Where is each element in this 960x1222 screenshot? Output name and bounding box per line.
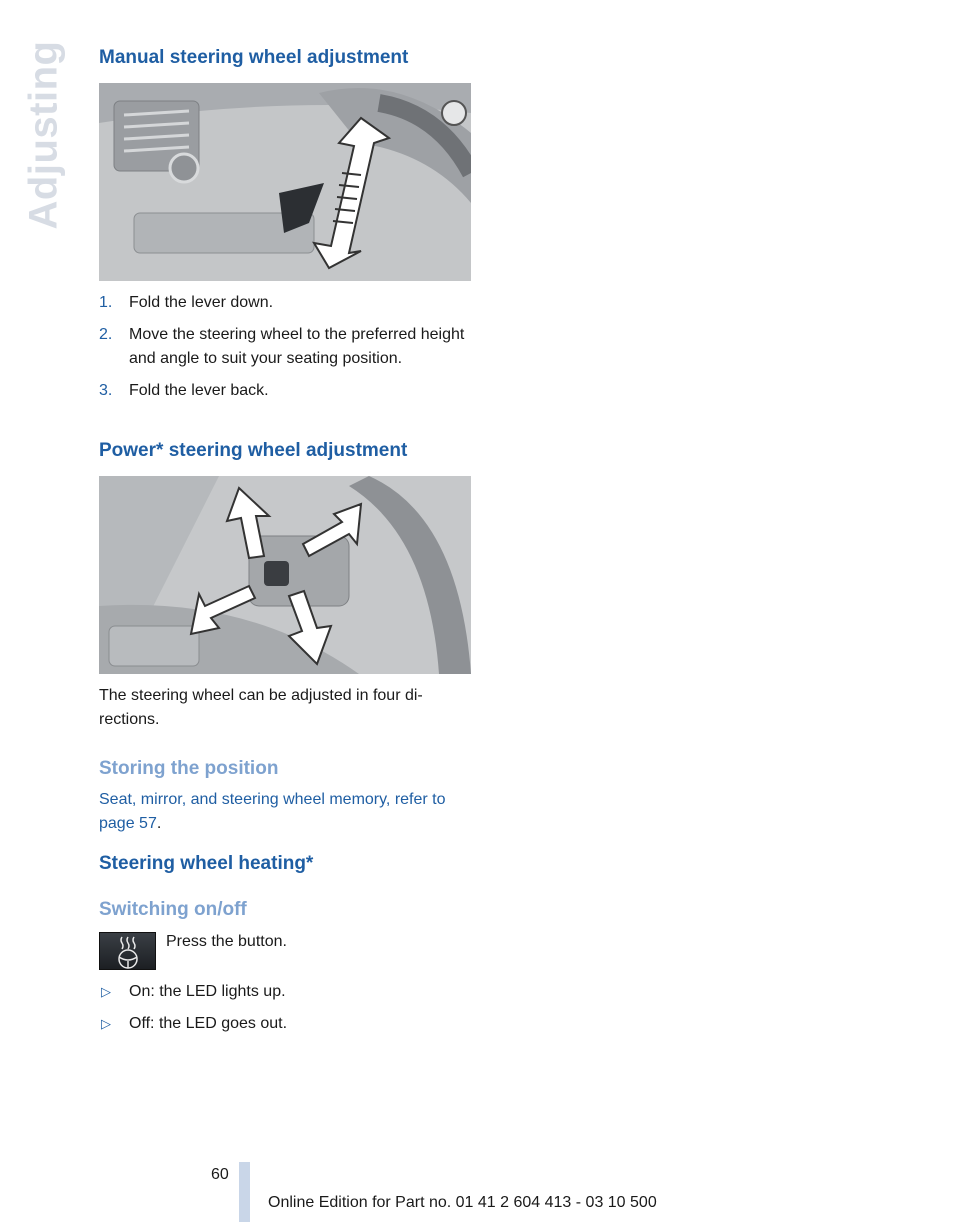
footer-edition: Online Edition for Part no. 01 41 2 604 413 - 03 10 500 [268,1194,657,1211]
step-text: Move the steering wheel to the preferred height and angle to suit your seating position. [129,326,465,367]
list-item [99,1012,479,1036]
bullet-text: Off: the LED goes out. [129,1015,288,1032]
footer-bar [239,1162,250,1222]
list-item [99,379,479,403]
bullet-text: On: the LED lights up. [129,983,286,1000]
list-item [99,980,479,1004]
storing-text [99,788,471,836]
bullet-icon: ▷ [101,984,111,999]
storing-period: . [156,815,162,832]
power-adjustment-text: The steering wheel can be adjusted in four directions. [99,687,423,728]
manual-steps-list [99,291,479,411]
step-number: 2. [99,326,113,343]
step-text: Fold the lever back. [129,382,269,399]
page-57-link[interactable]: Seat, mirror, and steering wheel memory, refer to page 57 [99,791,446,832]
list-item [99,323,479,371]
switching-heading: Switching on/off [99,899,247,920]
power-adjustment-figure [99,476,471,674]
switch-bullets [99,980,479,1044]
bullet-icon: ▷ [101,1016,111,1031]
heating-heading: Steering wheel heating* [99,853,314,874]
joystick-icon [264,561,289,586]
steering-wheel-heating-icon [100,933,157,971]
page-number: 60 [211,1166,229,1183]
storing-heading: Storing the position [99,758,279,779]
side-tab [22,40,66,230]
power-adjustment-heading: Power* steering wheel adjustment [99,440,408,461]
list-item [99,291,479,315]
step-number: 1. [99,294,113,311]
steering-wheel-heating-button [99,932,156,970]
manual-adjustment-figure [99,83,471,281]
step-number: 3. [99,382,113,399]
step-text: Fold the lever down. [129,294,274,311]
press-button-text: Press the button. [166,933,287,950]
manual-adjustment-heading: Manual steering wheel adjustment [99,47,409,68]
side-tab-label: Adjusting [21,40,66,230]
